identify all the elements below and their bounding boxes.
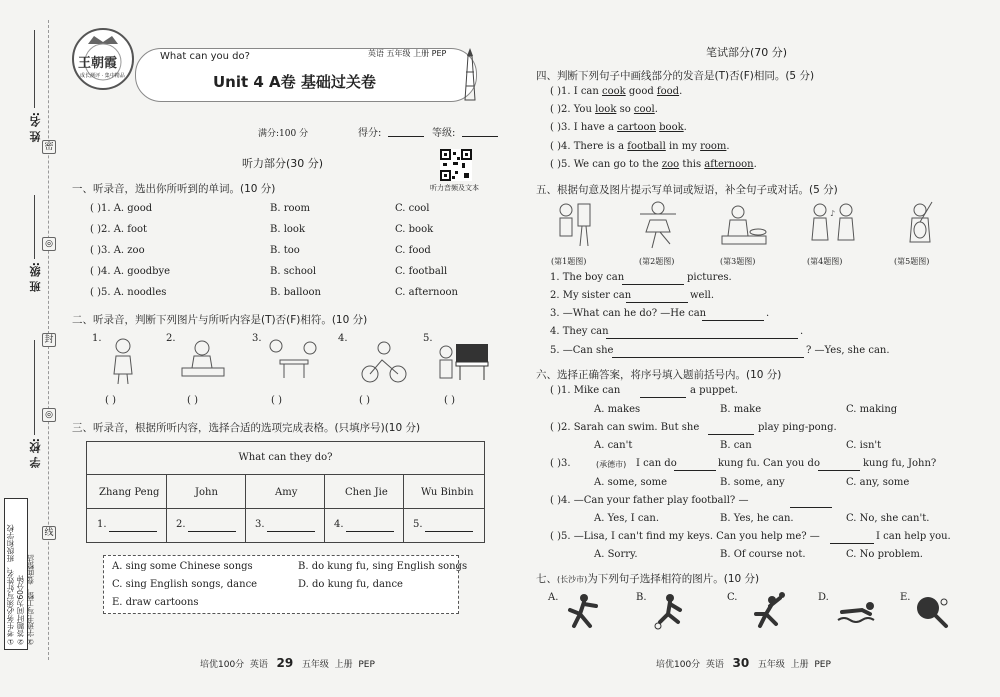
table-name: Zhang Peng	[99, 487, 160, 498]
q4-title: 四、判断下列句子中画线部分的发音是(T)否(F)相同。(5 分)	[536, 70, 815, 82]
seal-mark: 封	[42, 333, 56, 347]
notice-1: ①考生务必须写好姓名、班级和学校	[6, 524, 15, 646]
q3-option: C. sing English songs, dance	[112, 579, 258, 590]
q1-option-c: C. food	[395, 245, 431, 256]
q6-option-b: B. some, any	[720, 477, 785, 488]
q4-item: ( )2. You look so cool.	[550, 104, 658, 115]
brand-logo	[72, 28, 134, 90]
q4-item: ( )5. We can go to the zoo this afternoon.	[550, 159, 757, 170]
q7-letter: A.	[548, 592, 559, 603]
table-blank[interactable]	[109, 531, 157, 532]
pic-caption: (第2题图)	[639, 257, 675, 266]
class-label: 班 级:	[29, 262, 42, 293]
lighthouse-icon	[455, 42, 485, 102]
table-name: Wu Binbin	[421, 487, 474, 498]
table-blank-num: 1.	[97, 519, 107, 530]
girl-playing-pipa-icon	[902, 200, 938, 250]
seal-dot: ◎	[42, 237, 56, 251]
q3-option: D. do kung fu, dance	[298, 579, 403, 590]
kids-singing-icon	[806, 200, 860, 250]
q5-line-end: .	[800, 326, 804, 337]
q6-option-b: B. make	[720, 404, 762, 415]
q1-option-a: ( )4. A. goodbye	[90, 266, 171, 277]
q5-blank[interactable]	[626, 302, 688, 303]
table-blank-num: 5.	[413, 519, 423, 530]
q2-answer[interactable]: ( )	[444, 395, 455, 406]
class-field[interactable]	[34, 195, 35, 259]
basketball-icon	[748, 592, 786, 630]
table-blank[interactable]	[425, 531, 473, 532]
table-blank[interactable]	[188, 531, 236, 532]
q7-title: 七、(长沙市)为下列句子选择相符的图片。(10 分)	[536, 573, 760, 585]
q2-num: 1.	[92, 333, 102, 344]
table-name: Amy	[275, 487, 298, 498]
q1-option-b: B. look	[270, 224, 306, 235]
q3-option: B. do kung fu, sing English songs	[298, 561, 468, 572]
full-score: 满分:100 分	[258, 129, 309, 139]
girl-dancing-icon	[636, 200, 680, 250]
q6-option-c: C. making	[846, 404, 898, 415]
q1-option-a: ( )5. A. noodles	[90, 287, 167, 298]
book-meta: 英语 五年级 上册 PEP	[368, 49, 447, 58]
seal-mark: 线	[42, 526, 56, 540]
pic-caption: (第5题图)	[894, 257, 930, 266]
q6-blank[interactable]	[708, 434, 754, 435]
boy-drawing-icon	[178, 338, 228, 380]
q6-option-c: C. No problem.	[846, 549, 923, 560]
q3-table	[86, 441, 485, 543]
children-ping-pong-icon	[266, 336, 322, 382]
q6-option-a: A. makes	[594, 404, 641, 415]
q3-option: A. sing some Chinese songs	[112, 561, 253, 572]
table-blank-num: 4.	[334, 519, 344, 530]
q1-option-c: C. afternoon	[395, 287, 458, 298]
q6-option-b: B. Of course not.	[720, 549, 806, 560]
writing-title: 笔试部分(70 分)	[706, 46, 788, 59]
q4-item: ( )4. There is a football in my room.	[550, 141, 730, 152]
q6-blank[interactable]	[830, 543, 874, 544]
page-footer-right: 培优100分 英语 30 五年级 上册 PEP	[656, 656, 831, 670]
listening-title: 听力部分(30 分)	[242, 157, 324, 170]
q6-question-end: play ping-pong.	[758, 422, 837, 433]
girl-cooking-icon	[108, 336, 138, 386]
ping-pong-paddle-icon	[914, 594, 950, 630]
boy-painting-icon	[554, 200, 594, 250]
seal-dot: ◎	[42, 408, 56, 422]
q3-option: E. draw cartoons	[112, 597, 199, 608]
notice-2: ②答题时间为60分钟	[16, 574, 25, 646]
q6-title: 六、选择正确答案，将序号填入题前括号内。(10 分)	[536, 369, 782, 381]
q1-option-a: ( )1. A. good	[90, 203, 153, 214]
q6-option-a: A. Yes, I can.	[594, 513, 660, 524]
table-blank-num: 3.	[255, 519, 265, 530]
q5-line-end: .	[766, 308, 770, 319]
girl-playing-piano-icon	[436, 338, 492, 382]
source-tag: (长沙市)	[557, 575, 588, 584]
q3-title: 三、听录音，根据所听内容，选择合适的选项完成表格。(只填序号)(10 分)	[72, 422, 421, 434]
page-footer-left: 培优100分 英语 29 五年级 上册 PEP	[200, 656, 375, 670]
q6-question: ( )3.	[550, 458, 571, 469]
q1-option-b: B. school	[270, 266, 317, 277]
pic-caption: (第3题图)	[720, 257, 756, 266]
q6-option-c: C. No, she can't.	[846, 513, 930, 524]
notice-3: ③字迹书写工整，卷面整洁	[26, 554, 35, 646]
q5-blank[interactable]	[622, 284, 684, 285]
q1-option-a: ( )2. A. foot	[90, 224, 148, 235]
q5-line: 3. —What can he do? —He can	[550, 308, 707, 319]
table-blank[interactable]	[267, 531, 315, 532]
q1-option-c: C. football	[395, 266, 448, 277]
q5-line: 1. The boy can	[550, 272, 625, 283]
q5-line: 2. My sister can	[550, 290, 632, 301]
q5-line-end: pictures.	[687, 272, 732, 283]
q6-option-c: C. isn't	[846, 440, 882, 451]
pic-caption: (第1题图)	[551, 257, 587, 266]
logo-name: 王朝霞	[78, 56, 118, 71]
q6-option-c: C. any, some	[846, 477, 910, 488]
q6-question: ( )1. Mike can	[550, 385, 621, 396]
q1-option-b: B. room	[270, 203, 311, 214]
q2-answer[interactable]: ( )	[187, 395, 198, 406]
source-tag: (承德市)	[596, 460, 627, 469]
q6-option-b: B. Yes, he can.	[720, 513, 794, 524]
q5-title: 五、根据句意及图片提示写单词或短语，补全句子或对话。(5 分)	[536, 184, 838, 196]
q5-blank[interactable]	[702, 320, 764, 321]
q2-num: 2.	[166, 333, 176, 344]
q1-option-c: C. cool	[395, 203, 430, 214]
q6-option-a: A. can't	[594, 440, 633, 451]
q6-option-b: B. can	[720, 440, 752, 451]
seal-mark: 密	[42, 140, 56, 154]
q1-option-c: C. book	[395, 224, 434, 235]
name-label: 姓 名:	[29, 112, 42, 143]
score-field[interactable]	[388, 136, 424, 137]
q5-line-end: ? —Yes, she can.	[806, 345, 890, 356]
q4-item: ( )1. I can cook good food.	[550, 86, 683, 97]
q2-num: 5.	[423, 333, 433, 344]
q6-question-end: kung fu, John?	[863, 458, 937, 469]
table-blank-num: 2.	[176, 519, 186, 530]
q6-question: ( )5. —Lisa, I can't find my keys. Can you help me? —	[550, 531, 820, 542]
name-field[interactable]	[34, 30, 35, 108]
football-icon	[652, 592, 690, 630]
q2-title: 二、听录音，判断下列图片与所听内容是(T)否(F)相符。(10 分)	[72, 314, 368, 326]
unit-subtitle: What can you do?	[160, 51, 250, 62]
q7-letter: B.	[636, 592, 647, 603]
qr-code-icon[interactable]	[440, 149, 472, 181]
q7-letter: C.	[727, 592, 738, 603]
kung-fu-icon	[564, 592, 602, 630]
page-number: 30	[732, 656, 750, 670]
q6-question-mid: I can do	[636, 458, 677, 469]
q6-option-a: A. Sorry.	[594, 549, 638, 560]
boy-riding-bike-icon	[360, 340, 408, 384]
q4-item: ( )3. I have a cartoon book.	[550, 122, 687, 133]
q5-line: 4. They can	[550, 326, 609, 337]
q6-question: ( )4. —Can your father play football? —	[550, 495, 749, 506]
q1-title: 一、听录音，选出你所听到的单词。(10 分)	[72, 183, 276, 195]
qr-caption: 听力音频及文本	[430, 184, 479, 192]
q2-num: 4.	[338, 333, 348, 344]
school-label: 学 校:	[29, 438, 42, 469]
q2-num: 3.	[252, 333, 262, 344]
q2-answer[interactable]: ( )	[271, 395, 282, 406]
grade-label: 等级:	[432, 128, 456, 139]
q6-blank[interactable]	[818, 470, 860, 471]
q6-question-mid: kung fu. Can you do	[718, 458, 820, 469]
q6-question-end: I can help you.	[876, 531, 951, 542]
table-name: Chen Jie	[345, 487, 388, 498]
swimming-icon	[836, 600, 880, 626]
q5-blank[interactable]	[606, 338, 798, 339]
q2-answer[interactable]: ( )	[359, 395, 370, 406]
binding-margin	[0, 0, 72, 697]
q6-blank[interactable]	[790, 507, 832, 508]
q6-blank[interactable]	[640, 397, 686, 398]
school-field[interactable]	[34, 340, 35, 435]
q5-blank[interactable]	[612, 357, 804, 358]
q5-line-end: well.	[690, 290, 715, 301]
q6-question: ( )2. Sarah can swim. But she	[550, 422, 700, 433]
grade-field[interactable]	[462, 136, 498, 137]
boy-cooking-icon	[718, 204, 770, 250]
q6-question-end: a puppet.	[690, 385, 738, 396]
table-blank[interactable]	[346, 531, 394, 532]
page-number: 29	[276, 656, 294, 670]
page-title: Unit 4 A卷 基础过关卷	[213, 73, 376, 91]
score-label: 得分:	[358, 128, 382, 139]
q1-option-b: B. too	[270, 245, 300, 256]
q2-answer[interactable]: ( )	[105, 395, 116, 406]
table-header: What can they do?	[87, 442, 484, 475]
pic-caption: (第4题图)	[807, 257, 843, 266]
svg-text:♪: ♪	[830, 209, 836, 218]
q7-letter: D.	[818, 592, 829, 603]
q6-option-a: A. some, some	[594, 477, 668, 488]
exam-notice	[4, 498, 35, 650]
q7-letter: E.	[900, 592, 911, 603]
q1-option-a: ( )3. A. zoo	[90, 245, 145, 256]
logo-tagline: 成长测评 · 集中精品	[80, 73, 125, 79]
table-name: John	[195, 487, 218, 498]
q1-option-b: B. balloon	[270, 287, 321, 298]
q3-options-box	[103, 555, 468, 614]
q6-blank[interactable]	[674, 470, 716, 471]
q5-line: 5. —Can she	[550, 345, 614, 356]
